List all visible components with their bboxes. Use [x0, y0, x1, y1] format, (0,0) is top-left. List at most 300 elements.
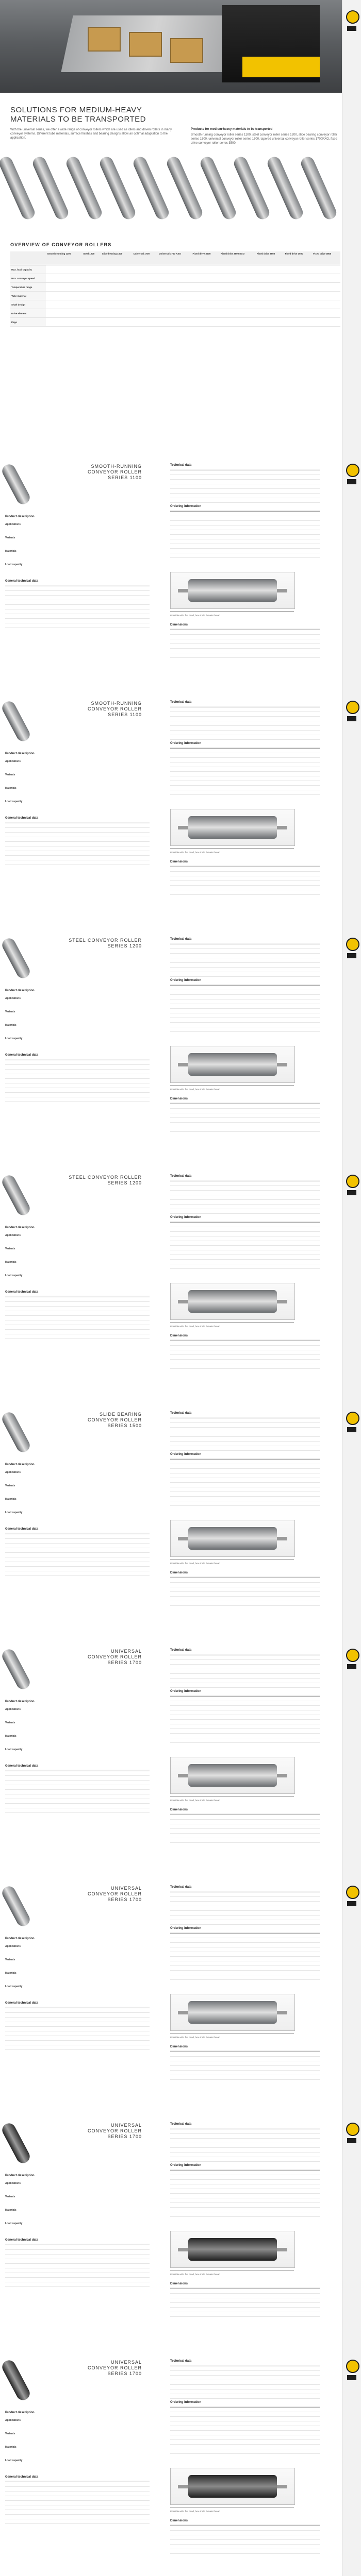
- spec-table: [5, 822, 150, 865]
- spec-table-cell: [260, 2549, 290, 2554]
- spec-table-cell: [220, 731, 245, 735]
- spec-table-cell: [200, 1583, 230, 1587]
- spec-table-cell: [264, 1260, 282, 1264]
- spec-table-cell: [301, 1004, 320, 1009]
- spec-table-cell: [102, 1771, 150, 1776]
- spec-table-cell: [200, 2535, 230, 2540]
- overview-cell: [101, 283, 133, 292]
- side-tab: [342, 1401, 361, 1638]
- overview-cell: [101, 309, 133, 318]
- spec-table-cell: [102, 1776, 150, 1781]
- spec-table-cell: [301, 1966, 320, 1971]
- spec-table-cell: [283, 1478, 301, 1483]
- dimension-drawing: [170, 2231, 295, 2268]
- spec-table-cell: [226, 990, 245, 995]
- spec-table-cell: [226, 2431, 245, 2435]
- spec-table-cell: [170, 1720, 189, 1724]
- spec-table-cell: [295, 721, 320, 726]
- spec-table-cell: [295, 1186, 320, 1191]
- spec-table-cell: [170, 872, 200, 876]
- spec-table-row: [170, 776, 320, 781]
- spec-table-cell: [226, 758, 245, 762]
- spec-table-cell: [195, 1418, 220, 1423]
- spec-table-cell: [295, 1191, 320, 1195]
- spec-table-cell: [170, 1460, 189, 1464]
- spec-table-cell: [220, 2129, 245, 2134]
- spec-table-cell: [220, 1683, 245, 1688]
- spec-table-row: [170, 944, 320, 949]
- spec-table-cell: [102, 1093, 150, 1097]
- spec-table-cell: [170, 2203, 189, 2208]
- spec-table-cell: [301, 526, 320, 530]
- spec-table-cell: [245, 2435, 264, 2440]
- spec-table-cell: [245, 2371, 270, 2376]
- spec-table-row: [5, 2250, 150, 2255]
- spec-table-row: [170, 1971, 320, 1975]
- spec-table-cell: [102, 842, 150, 846]
- spec-table-cell: [208, 2189, 226, 2194]
- spec-table-cell: [245, 1706, 264, 1710]
- spec-table-row: [170, 2545, 320, 2549]
- spec-table-cell: [102, 2278, 150, 2282]
- section-text: [31, 2195, 150, 2206]
- spec-table-row: [5, 1316, 150, 1320]
- roller-image: [31, 155, 71, 221]
- spec-table-row: [5, 1553, 150, 1557]
- spec-table-row: [170, 2408, 320, 2412]
- spec-table-cell: [290, 2540, 320, 2545]
- spec-table-cell: [260, 1601, 290, 1606]
- spec-table-cell: [283, 512, 301, 516]
- spec-table-cell: [230, 2312, 260, 2317]
- spec-table-cell: [301, 2440, 320, 2445]
- spec-table-row: [5, 2510, 150, 2515]
- spec-table-cell: [170, 2189, 189, 2194]
- spec-table-row: [170, 1478, 320, 1483]
- spec-table-row: [170, 494, 320, 498]
- spec-table-cell: [170, 2303, 200, 2308]
- spec-table-cell: [245, 512, 264, 516]
- spec-table-cell: [170, 1209, 195, 1214]
- spec-table-cell: [270, 2157, 294, 2162]
- spec-table-cell: [5, 1074, 53, 1079]
- spec-table-cell: [226, 772, 245, 776]
- spec-table-cell: [270, 1892, 294, 1897]
- spec-table-cell: [270, 2129, 294, 2134]
- spec-table-cell: [226, 1478, 245, 1483]
- spec-table-row: [170, 1655, 320, 1660]
- spec-table-cell: [230, 1109, 260, 1113]
- spec-table-cell: [5, 2282, 53, 2287]
- spec-table-cell: [200, 1815, 230, 1820]
- spec-table-cell: [170, 990, 189, 995]
- spec-table-row: [170, 886, 320, 890]
- spec-table-cell: [5, 1325, 53, 1330]
- spec-table-cell: [283, 1729, 301, 1734]
- spec-table-cell: [290, 872, 320, 876]
- spec-table-cell: [295, 2139, 320, 2143]
- spec-table-cell: [102, 2018, 150, 2022]
- spec-table-cell: [245, 1734, 264, 1738]
- spec-table-cell: [170, 2148, 195, 2153]
- spec-table-cell: [230, 649, 260, 653]
- spec-table-cell: [170, 1355, 200, 1360]
- spec-table-cell: [189, 1961, 207, 1966]
- spec-table-cell: [170, 2066, 200, 2071]
- spec-table-cell: [53, 1334, 101, 1339]
- spec-table-cell: [189, 1027, 207, 1032]
- spec-table-cell: [208, 530, 226, 535]
- spec-table-row: [5, 1083, 150, 1088]
- spec-table-cell: [189, 1729, 207, 1734]
- overview-cell: [220, 292, 256, 300]
- drawing-caption: Possible with: flat head, hex shaft, female thread: [170, 2036, 220, 2039]
- spec-table: [170, 1654, 320, 1688]
- spec-table-cell: [170, 2549, 200, 2554]
- spec-table-row: [5, 833, 150, 837]
- spec-table-cell: [245, 2175, 264, 2180]
- spec-table: [170, 1180, 320, 1214]
- spec-table-cell: [200, 639, 230, 644]
- spec-table-cell: [170, 2312, 200, 2317]
- spec-table-cell: [301, 1255, 320, 1260]
- spec-table-cell: [220, 721, 245, 726]
- spec-table-cell: [290, 1350, 320, 1355]
- spec-table-cell: [264, 1720, 282, 1724]
- spec-table-cell: [260, 635, 290, 639]
- spec-table-cell: [290, 1601, 320, 1606]
- spec-table-cell: [5, 1097, 53, 1102]
- spec-table-row: [170, 1578, 320, 1583]
- spec-table-cell: [264, 1492, 282, 1497]
- spec-table: [170, 706, 320, 740]
- spec-table-row: [5, 1534, 150, 1539]
- spec-table-cell: [170, 949, 195, 954]
- spec-table-cell: [5, 2501, 53, 2505]
- spec-table-row: [170, 1009, 320, 1013]
- spec-table-row: [170, 1205, 320, 1209]
- spec-table-cell: [170, 2057, 200, 2061]
- spec-table-cell: [295, 480, 320, 484]
- spec-table-cell: [264, 2184, 282, 2189]
- spec-table-cell: [170, 1027, 189, 1032]
- spec-table-cell: [260, 1113, 290, 1118]
- section-label: Materials: [5, 1735, 17, 1738]
- spec-table-cell: [295, 1660, 320, 1665]
- brand-logo-icon: [346, 464, 359, 477]
- spec-table-cell: [264, 986, 282, 990]
- spec-table-cell: [200, 2289, 230, 2294]
- spec-table-row: [5, 619, 150, 623]
- spec-table-cell: [226, 762, 245, 767]
- spec-table-cell: [295, 968, 320, 972]
- spec-table-cell: [264, 2171, 282, 2175]
- spec-table-cell: [5, 1083, 53, 1088]
- spec-table-cell: [208, 1246, 226, 1250]
- spec-table-cell: [208, 758, 226, 762]
- spec-table-cell: [260, 1597, 290, 1601]
- section-label: Load capacity: [5, 800, 23, 803]
- overview-cell: [220, 283, 256, 292]
- spec-table-cell: [301, 1934, 320, 1938]
- spec-table-row: [5, 605, 150, 609]
- spec-table-cell: [226, 2449, 245, 2454]
- spec-table-cell: [230, 630, 260, 635]
- roller-image: [232, 155, 272, 221]
- spec-table-cell: [264, 2445, 282, 2449]
- spec-table-cell: [102, 1083, 150, 1088]
- spec-table-cell: [301, 999, 320, 1004]
- spec-table-cell: [264, 1232, 282, 1236]
- technical-data-title: Technical data: [170, 1412, 192, 1415]
- spec-table-cell: [230, 890, 260, 895]
- spec-table-cell: [189, 1009, 207, 1013]
- spec-table-cell: [295, 944, 320, 949]
- spec-table-cell: [53, 1539, 101, 1544]
- overview-cell: [133, 274, 158, 283]
- spec-table-cell: [200, 890, 230, 895]
- spec-table-cell: [245, 1697, 264, 1701]
- section-text: [31, 1024, 150, 1034]
- spec-table-cell: [5, 1307, 53, 1311]
- spec-table-row: [5, 1781, 150, 1785]
- spec-table-cell: [226, 549, 245, 553]
- spec-table-cell: [301, 1938, 320, 1943]
- spec-table-row: [170, 986, 320, 990]
- spec-table-cell: [208, 1938, 226, 1943]
- spec-table-cell: [245, 1236, 264, 1241]
- overview-row-label: Tube material: [10, 292, 46, 300]
- spec-table-cell: [208, 2426, 226, 2431]
- section-label: Materials: [5, 550, 17, 553]
- spec-table-cell: [170, 1938, 189, 1943]
- spec-table-cell: [195, 2153, 220, 2157]
- spec-table-cell: [290, 2289, 320, 2294]
- spec-table-cell: [301, 1018, 320, 1023]
- drawing-caption: Possible with: flat head, hex shaft, female thread: [170, 614, 220, 617]
- spec-table-cell: [260, 1578, 290, 1583]
- spec-table-cell: [295, 470, 320, 475]
- spec-table-row: [170, 1838, 320, 1843]
- spec-table-row: [5, 851, 150, 856]
- spec-table-cell: [226, 1264, 245, 1269]
- spec-table-cell: [208, 2212, 226, 2217]
- spec-table-cell: [264, 1009, 282, 1013]
- spec-table-cell: [53, 605, 101, 609]
- spec-table-row: [170, 1446, 320, 1451]
- spec-table-cell: [102, 2282, 150, 2287]
- spec-table-cell: [301, 1473, 320, 1478]
- spec-table-cell: [230, 1834, 260, 1838]
- spec-table-cell: [226, 2445, 245, 2449]
- drawing-tube: [188, 2001, 277, 2024]
- spec-table-cell: [230, 1123, 260, 1127]
- spec-table-cell: [170, 1961, 189, 1966]
- spec-table-row: [170, 1460, 320, 1464]
- spec-table-cell: [189, 539, 207, 544]
- spec-table-cell: [208, 2194, 226, 2198]
- overview-column-header: Fixed drive 3560: [256, 251, 284, 265]
- spec-table-cell: [290, 2545, 320, 2549]
- spec-table-cell: [245, 516, 264, 521]
- spec-table-cell: [53, 600, 101, 605]
- spec-table-cell: [270, 484, 294, 489]
- spec-table-cell: [102, 1070, 150, 1074]
- spec-table-cell: [290, 653, 320, 658]
- spec-table-row: [170, 2143, 320, 2148]
- spec-table-cell: [230, 876, 260, 881]
- brand-mark-icon: [347, 479, 356, 484]
- section-label: Applications: [5, 1945, 21, 1948]
- spec-table-cell: [208, 1473, 226, 1478]
- spec-table-cell: [102, 2505, 150, 2510]
- spec-table-cell: [195, 707, 220, 712]
- spec-table-cell: [189, 2408, 207, 2412]
- spec-table-cell: [53, 851, 101, 856]
- spec-table-cell: [195, 2134, 220, 2139]
- spec-table-cell: [189, 1701, 207, 1706]
- spec-table-cell: [170, 2440, 189, 2445]
- spec-table-cell: [290, 639, 320, 644]
- brand-logo-icon: [346, 1886, 359, 1899]
- technical-data-title: Technical data: [170, 1886, 192, 1889]
- product-title-line: SERIES 1500: [107, 1423, 142, 1428]
- spec-table-cell: [5, 2278, 53, 2282]
- spec-table-cell: [189, 2203, 207, 2208]
- overview-cell: [256, 274, 284, 283]
- spec-table-cell: [102, 1320, 150, 1325]
- spec-table-row: [170, 649, 320, 653]
- spec-table-cell: [301, 1697, 320, 1701]
- roller-image: [0, 2121, 32, 2165]
- spec-table-cell: [260, 2303, 290, 2308]
- spec-table-cell: [208, 1469, 226, 1473]
- spec-table-cell: [283, 1018, 301, 1023]
- spec-table-cell: [208, 1975, 226, 1980]
- spec-table-cell: [220, 1665, 245, 1669]
- spec-table-row: [5, 1799, 150, 1804]
- product-title-line: CONVEYOR ROLLER: [87, 469, 142, 474]
- spec-table-cell: [290, 2308, 320, 2312]
- spec-table-cell: [170, 2545, 200, 2549]
- overview-cell: [133, 265, 158, 274]
- spec-table-cell: [170, 1669, 195, 1674]
- overview-row: [10, 292, 340, 300]
- spec-table-row: [5, 2255, 150, 2259]
- section-label: Applications: [5, 1708, 21, 1711]
- spec-table-cell: [53, 2273, 101, 2278]
- spec-table-cell: [295, 1920, 320, 1925]
- spec-table-cell: [245, 1497, 264, 1501]
- roller-image: [64, 155, 104, 221]
- overview-cell: [284, 300, 313, 309]
- spec-table-row: [170, 1501, 320, 1506]
- spec-table-cell: [230, 1583, 260, 1587]
- section-text: [31, 2182, 150, 2192]
- spec-table-cell: [170, 2389, 195, 2394]
- spec-table-cell: [295, 949, 320, 954]
- spec-table-cell: [245, 484, 270, 489]
- spec-table-cell: [264, 1236, 282, 1241]
- spec-table-cell: [220, 498, 245, 503]
- spec-table-cell: [170, 963, 195, 968]
- spec-table-row: [170, 2417, 320, 2421]
- spec-table-cell: [195, 1428, 220, 1432]
- spec-table-cell: [5, 2519, 53, 2524]
- spec-table-cell: [170, 1246, 189, 1250]
- spec-table-cell: [264, 1715, 282, 1720]
- spec-table-cell: [102, 1325, 150, 1330]
- spec-table-cell: [245, 707, 270, 712]
- spec-table-cell: [226, 2212, 245, 2217]
- spec-table-cell: [200, 1834, 230, 1838]
- spec-table-cell: [301, 749, 320, 753]
- spec-table-cell: [189, 1018, 207, 1023]
- spec-table-cell: [170, 512, 189, 516]
- spec-table-cell: [295, 735, 320, 740]
- spec-table-row: [5, 1334, 150, 1339]
- spec-table: [170, 1103, 320, 1132]
- spec-table-cell: [245, 762, 264, 767]
- spec-table-cell: [170, 1966, 189, 1971]
- section-label: Materials: [5, 2209, 17, 2212]
- spec-table-cell: [208, 1492, 226, 1497]
- spec-table-cell: [270, 963, 294, 968]
- spec-table-cell: [270, 475, 294, 480]
- spec-table-cell: [170, 1009, 189, 1013]
- spec-table-row: [170, 1360, 320, 1364]
- spec-table-cell: [200, 2531, 230, 2535]
- spec-table-cell: [264, 1961, 282, 1966]
- spec-table-cell: [220, 717, 245, 721]
- spec-table-cell: [260, 2061, 290, 2066]
- spec-table-cell: [170, 1446, 195, 1451]
- spec-table-cell: [5, 1771, 53, 1776]
- spec-table-cell: [290, 2549, 320, 2554]
- spec-table-cell: [290, 867, 320, 872]
- section-label: Variants: [5, 1721, 15, 1724]
- spec-table-cell: [230, 1113, 260, 1118]
- overview-cell: [284, 318, 313, 327]
- spec-table-cell: [208, 990, 226, 995]
- spec-table-cell: [283, 790, 301, 795]
- spec-table-row: [5, 1074, 150, 1079]
- spec-table-cell: [245, 2198, 264, 2203]
- spec-table-cell: [301, 2180, 320, 2184]
- spec-table-cell: [170, 1660, 195, 1665]
- spec-table-cell: [290, 635, 320, 639]
- spec-table-cell: [195, 1911, 220, 1916]
- spec-table-cell: [283, 539, 301, 544]
- spec-table-cell: [295, 1437, 320, 1442]
- spec-table-cell: [170, 1109, 200, 1113]
- spec-table-cell: [170, 1227, 189, 1232]
- spec-table-cell: [208, 1255, 226, 1260]
- spec-table-cell: [170, 781, 189, 786]
- spec-table-cell: [245, 2212, 264, 2217]
- spec-table-cell: [245, 1460, 264, 1464]
- overview-cell: [158, 274, 191, 283]
- side-tab: [342, 1638, 361, 1875]
- spec-table-cell: [102, 1311, 150, 1316]
- spec-table-cell: [264, 1027, 282, 1032]
- spec-table-cell: [170, 2435, 189, 2440]
- spec-table-cell: [290, 1341, 320, 1346]
- spec-table-cell: [230, 653, 260, 658]
- intro-title: [10, 106, 180, 124]
- spec-table-row: [170, 1487, 320, 1492]
- spec-table-row: [170, 1364, 320, 1369]
